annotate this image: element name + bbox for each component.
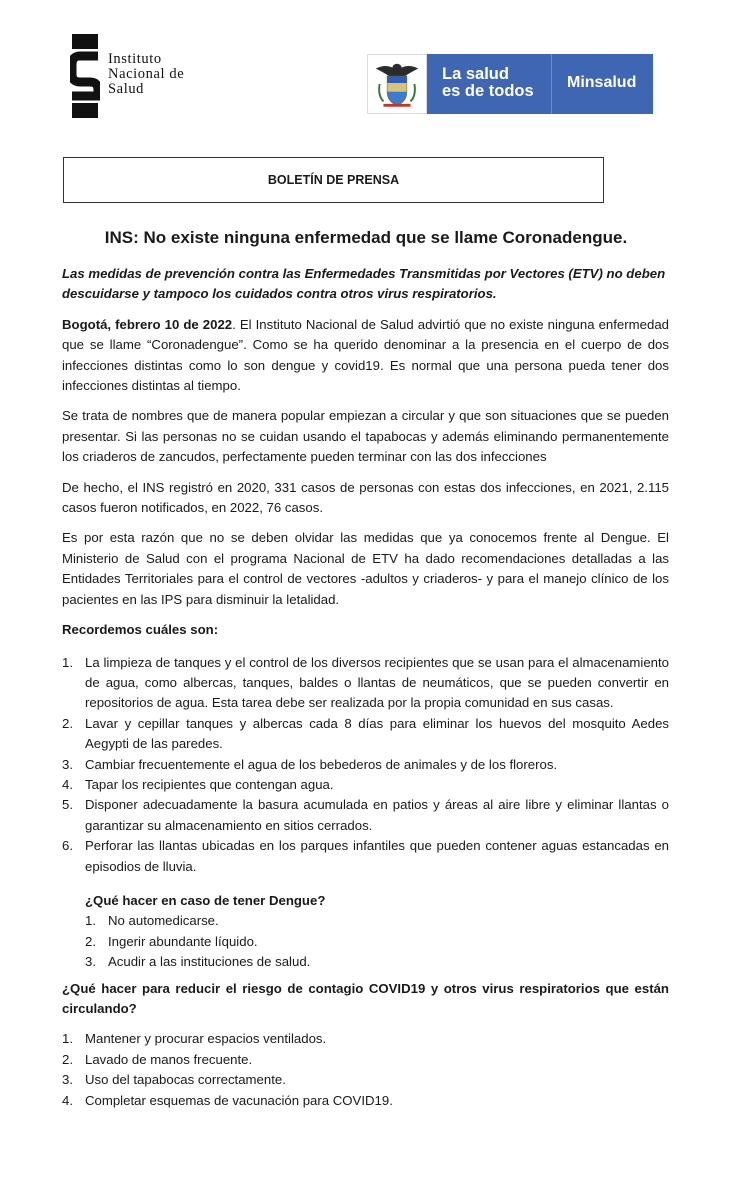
paragraph-text: . El Instituto Nacional de Salud advirtió que no existe ninguna enfermedad que se llame “Coronadengue”. Como se ha querido denominar a la presencia en el cuerpo de dos infecciones distintas como lo son dengue y covid19. Es normal que una persona pueda tener dos infecciones distintas al tiempo. bbox=[62, 316, 669, 394]
list-item bbox=[62, 755, 669, 775]
banner-slogan-line: es de todos bbox=[442, 82, 534, 100]
list-number: 3. bbox=[85, 954, 96, 970]
list-item bbox=[85, 952, 669, 972]
paragraph: Se trata de nombres que de manera popular empiezan a circular y que son situaciones que se pueden presentar. Si las personas no se cuidan usando el tapabocas y además eliminando permanentemente los criaderos de zancudos, perfectamente pueden terminar con las dos infecciones bbox=[62, 408, 669, 465]
list-item-text: La limpieza de tanques y el control de los diversos recipientes que se usan para el almacenamiento de agua, como albercas, tanques, baldes o llantas de neumáticos, que se pueden convertir en repositorios de agua. Esta tarea debe ser realizada por la propia comunidad en sus casas. bbox=[85, 654, 669, 711]
covid-list bbox=[62, 1029, 669, 1111]
section-heading: ¿Qué hacer para reducir el riesgo de contagio COVID19 y otros virus respiratorios que están circulando? bbox=[62, 980, 669, 1016]
list-number: 2. bbox=[85, 933, 96, 949]
list-item bbox=[62, 1050, 669, 1070]
section-heading: ¿Qué hacer en caso de tener Dengue? bbox=[85, 892, 326, 908]
list-number: 2. bbox=[62, 715, 73, 731]
list-number: 6. bbox=[62, 838, 73, 854]
document-body bbox=[62, 264, 669, 1117]
list-item bbox=[62, 795, 669, 836]
list-item bbox=[85, 932, 669, 952]
page-title: INS: No existe ninguna enfermedad que se llame Coronadengue. bbox=[104, 228, 628, 247]
lead-paragraph: Las medidas de prevención contra las Enfermedades Transmitidas por Vectores (ETV) no deben descuidarse y tampoco los cuidados contra otros virus respiratorios. bbox=[62, 266, 666, 302]
colombia-coat-of-arms-icon bbox=[368, 55, 426, 113]
list-item-text: Perforar las llantas ubicadas en los parques infantiles que pueden contener aguas estancadas en episodios de lluvia. bbox=[85, 838, 669, 874]
paragraph: Es por esta razón que no se deben olvidar las medidas que ya conocemos frente al Dengue. El Ministerio de Salud con el programa Nacional de ETV ha dado recomendaciones detalladas a las Entidades Territoriales para el control de vectores -adultos y criaderos- y para el manejo clínico de los pacientes en las IPS para disminuir la letalidad. bbox=[62, 530, 669, 607]
ins-logo-line: Nacional de bbox=[108, 66, 185, 82]
list-item-text: Tapar los recipientes que contengan agua. bbox=[85, 776, 334, 792]
banner-slogan-line: La salud bbox=[442, 65, 509, 83]
list-item bbox=[62, 836, 669, 877]
ins-logo-mark-icon bbox=[70, 34, 100, 118]
list-number: 2. bbox=[62, 1051, 73, 1067]
list-number: 4. bbox=[62, 1092, 73, 1108]
crest-container bbox=[367, 54, 427, 114]
banner-divider bbox=[551, 54, 552, 114]
list-number: 3. bbox=[62, 756, 73, 772]
list-number: 1. bbox=[62, 654, 73, 670]
list-number: 3. bbox=[62, 1072, 73, 1088]
ins-logo-line: Instituto bbox=[108, 51, 162, 67]
list-item-text: Disponer adecuadamente la basura acumulada en patios y áreas al aire libre y eliminar llantas o garantizar su almacenamiento en sitios cerrados. bbox=[85, 797, 669, 833]
dateline: Bogotá, febrero 10 de 2022 bbox=[62, 316, 233, 332]
paragraph: De hecho, el INS registró en 2020, 331 casos de personas con estas dos infecciones, en 2021, 2.115 casos fueron notificados, en 2022, 76 casos. bbox=[62, 479, 669, 516]
list-item-text: Mantener y procurar espacios ventilados. bbox=[85, 1031, 327, 1047]
list-item bbox=[62, 1029, 669, 1049]
list-item bbox=[62, 714, 669, 755]
list-number: 1. bbox=[62, 1031, 73, 1047]
paragraph bbox=[62, 315, 669, 397]
banner-brand: Minsalud bbox=[567, 74, 637, 91]
list-item-text: Lavar y cepillar tanques y albercas cada 8 días para eliminar los huevos del mosquito Aedes Aegypti de las paredes. bbox=[85, 715, 669, 752]
list-item bbox=[62, 1070, 669, 1090]
list-item bbox=[62, 653, 669, 714]
list-item-text: Cambiar frecuentemente el agua de los bebederos de animales y de los floreros. bbox=[85, 756, 558, 772]
minsalud-banner bbox=[367, 54, 653, 114]
prevention-list bbox=[62, 653, 669, 877]
list-number: 5. bbox=[62, 797, 73, 813]
page-header bbox=[0, 0, 732, 140]
list-number: 1. bbox=[85, 913, 96, 929]
press-release-label: BOLETÍN DE PRENSA bbox=[63, 157, 604, 203]
list-item-text: No automedicarse. bbox=[108, 913, 219, 929]
list-item-text: Acudir a las instituciones de salud. bbox=[108, 954, 311, 970]
list-number: 4. bbox=[62, 776, 73, 792]
list-item bbox=[62, 1091, 669, 1111]
list-item bbox=[62, 775, 669, 795]
banner-slogan bbox=[442, 66, 534, 100]
list-item-text: Completar esquemas de vacunación para COVID19. bbox=[85, 1092, 393, 1108]
ins-logo bbox=[70, 34, 230, 118]
list-item-text: Ingerir abundante líquido. bbox=[108, 933, 258, 949]
ins-logo-text bbox=[108, 52, 184, 97]
section-heading: Recordemos cuáles son: bbox=[62, 622, 219, 638]
dengue-list bbox=[85, 911, 669, 972]
list-item bbox=[85, 911, 669, 931]
list-item-text: Uso del tapabocas correctamente. bbox=[85, 1072, 286, 1088]
ins-logo-line: Salud bbox=[108, 81, 145, 97]
list-item-text: Lavado de manos frecuente. bbox=[85, 1051, 253, 1067]
dengue-section bbox=[85, 891, 669, 973]
